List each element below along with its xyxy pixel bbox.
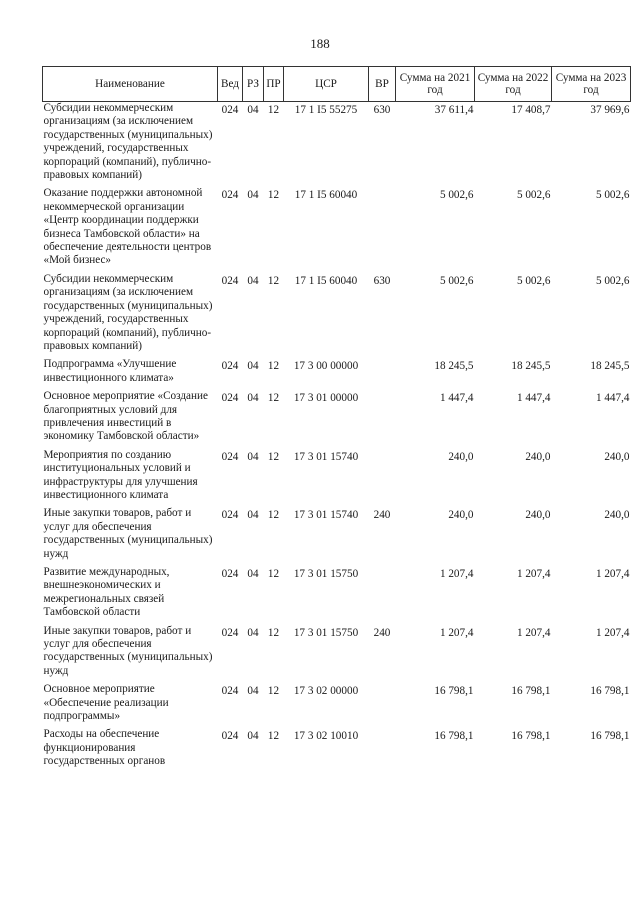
vr-cell: 630 <box>373 274 391 287</box>
pr-cell: 12 <box>267 450 280 463</box>
vr-cell <box>369 683 396 728</box>
header-sum-2023: Сумма на 2023 год <box>552 67 631 102</box>
rz-cell: 04 <box>247 274 259 287</box>
pr-cell: 12 <box>267 189 280 202</box>
sum-2023-cell: 5 002,6 <box>595 189 630 202</box>
sum-2022-cell: 17 408,7 <box>511 104 551 116</box>
ved-cell: 024 <box>221 509 239 522</box>
sum-2023-cell: 1 447,4 <box>595 392 630 405</box>
name-cell: Основное мероприятие «Создание благоприятных условий для привлечения инвестиций в экономику Тамбовской области» <box>43 390 208 443</box>
csr-cell: 17 1 I5 55275 <box>294 104 358 116</box>
csr-cell: 17 3 01 15750 <box>293 568 359 580</box>
csr-cell: 17 3 02 00000 <box>293 685 359 698</box>
rz-cell: 04 <box>247 509 259 522</box>
header-vr: ВР <box>369 67 396 102</box>
sum-2023-cell: 16 798,1 <box>590 730 630 743</box>
name-cell: Субсидии некоммерческим организациям (за исключением государственных (муниципальных) учреждений, государственных корпораций (компаний), публично-правовых компаний) <box>43 272 213 352</box>
sum-2023-cell: 240,0 <box>604 450 630 463</box>
pr-cell: 12 <box>267 626 280 639</box>
pr-cell: 12 <box>267 274 280 287</box>
budget-table <box>42 66 631 774</box>
vr-cell <box>369 187 396 272</box>
sum-2022-cell: 240,0 <box>525 509 551 522</box>
sum-2021-cell: 5 002,6 <box>439 189 474 202</box>
rz-cell: 04 <box>247 626 259 639</box>
pr-cell: 12 <box>267 568 280 580</box>
ved-cell: 024 <box>221 730 239 743</box>
pr-cell: 12 <box>267 392 280 405</box>
sum-2022-cell: 1 207,4 <box>516 626 551 639</box>
csr-cell: 17 3 01 15740 <box>293 450 359 463</box>
rz-cell: 04 <box>247 360 259 373</box>
name-cell: Подпрограмма «Улучшение инвестиционного климата» <box>43 358 177 384</box>
sum-2022-cell: 240,0 <box>525 450 551 463</box>
ved-cell: 024 <box>221 360 239 373</box>
name-cell: Иные закупки товаров, работ и услуг для обеспечения государственных (муниципальных) нужд <box>43 624 213 677</box>
ved-cell: 024 <box>221 189 239 202</box>
sum-2021-cell: 1 207,4 <box>439 568 474 580</box>
pr-cell: 12 <box>267 104 280 116</box>
header-rz: РЗ <box>243 67 264 102</box>
sum-2021-cell: 16 798,1 <box>434 730 474 743</box>
sum-2023-cell: 37 969,6 <box>590 104 630 116</box>
header-sum-2021: Сумма на 2021 год <box>396 67 475 102</box>
ved-cell: 024 <box>221 450 239 463</box>
table-row <box>43 449 631 508</box>
sum-2023-cell: 18 245,5 <box>590 360 630 373</box>
table-header <box>43 67 631 102</box>
pr-cell: 12 <box>267 685 280 698</box>
rz-cell: 04 <box>247 730 259 743</box>
sum-2021-cell: 1 447,4 <box>439 392 474 405</box>
name-cell: Основное мероприятие «Обеспечение реализации подпрограммы» <box>43 683 169 723</box>
sum-2022-cell: 16 798,1 <box>511 730 551 743</box>
ved-cell: 024 <box>221 685 239 698</box>
sum-2023-cell: 16 798,1 <box>590 685 630 698</box>
rz-cell: 04 <box>247 189 259 202</box>
table-row <box>43 102 631 188</box>
rz-cell: 04 <box>247 450 259 463</box>
table-row <box>43 358 631 390</box>
table-row <box>43 683 631 728</box>
pr-cell: 12 <box>267 360 280 373</box>
ved-cell: 024 <box>221 568 239 580</box>
page-number: 188 <box>310 36 330 51</box>
sum-2023-cell: 240,0 <box>604 509 630 522</box>
table-row <box>43 273 631 358</box>
sum-2022-cell: 5 002,6 <box>516 274 551 287</box>
csr-cell: 17 3 01 00000 <box>293 392 359 405</box>
vr-cell <box>369 358 396 390</box>
sum-2021-cell: 16 798,1 <box>434 685 474 698</box>
csr-cell: 17 3 02 10010 <box>293 730 359 743</box>
sum-2021-cell: 37 611,4 <box>434 104 474 116</box>
sum-2023-cell: 5 002,6 <box>595 274 630 287</box>
vr-cell <box>369 728 396 773</box>
ved-cell: 024 <box>221 392 239 405</box>
ved-cell: 024 <box>221 104 239 116</box>
sum-2021-cell: 5 002,6 <box>439 274 474 287</box>
name-cell: Оказание поддержки автономной некоммерческой организации «Центр координации поддержки бизнеса Тамбовской области» на обеспечение деятельности центров «Мой бизнес» <box>43 187 212 267</box>
csr-cell: 17 3 00 00000 <box>293 360 359 373</box>
sum-2023-cell: 1 207,4 <box>595 626 630 639</box>
name-cell: Расходы на обеспечение функционирования государственных органов <box>43 728 166 768</box>
vr-cell <box>369 449 396 508</box>
rz-cell: 04 <box>247 685 259 698</box>
name-cell: Развитие международных, внешнеэкономических и межрегиональных связей Тамбовской области <box>43 566 170 619</box>
sum-2022-cell: 18 245,5 <box>511 360 551 373</box>
name-cell: Мероприятия по созданию институциональных условий и инфраструктуры для улучшения инвестиционного климата <box>43 448 198 501</box>
sum-2022-cell: 16 798,1 <box>511 685 551 698</box>
table-row <box>43 390 631 449</box>
pr-cell: 12 <box>267 509 280 522</box>
sum-2022-cell: 1 447,4 <box>516 392 551 405</box>
vr-cell: 240 <box>373 626 391 639</box>
header-pr: ПР <box>264 67 284 102</box>
table-row <box>43 507 631 566</box>
rz-cell: 04 <box>247 104 259 116</box>
sum-2021-cell: 240,0 <box>448 450 474 463</box>
sum-2021-cell: 1 207,4 <box>439 626 474 639</box>
header-csr: ЦСР <box>284 67 369 102</box>
ved-cell: 024 <box>221 626 239 639</box>
csr-cell: 17 3 01 15750 <box>293 626 359 639</box>
table-row <box>43 187 631 272</box>
vr-cell <box>369 390 396 449</box>
sum-2022-cell: 5 002,6 <box>516 189 551 202</box>
ved-cell: 024 <box>221 274 239 287</box>
table-body <box>43 102 631 774</box>
sum-2022-cell: 1 207,4 <box>516 568 551 580</box>
vr-cell: 240 <box>373 509 391 522</box>
name-cell: Иные закупки товаров, работ и услуг для обеспечения государственных (муниципальных) нужд <box>43 507 213 560</box>
vr-cell <box>369 566 396 625</box>
table-row <box>43 566 631 625</box>
table-row <box>43 728 631 773</box>
pr-cell: 12 <box>267 730 280 743</box>
sum-2023-cell: 1 207,4 <box>595 568 630 580</box>
rz-cell: 04 <box>247 392 259 405</box>
name-cell: Субсидии некоммерческим организациям (за исключением государственных (муниципальных) учреждений, государственных корпораций (компаний), публично-правовых компаний) <box>43 102 213 182</box>
table-row <box>43 625 631 684</box>
csr-cell: 17 1 I5 60040 <box>294 189 358 202</box>
rz-cell: 04 <box>247 568 259 580</box>
csr-cell: 17 3 01 15740 <box>293 509 359 522</box>
header-sum-2022: Сумма на 2022 год <box>475 67 552 102</box>
sum-2021-cell: 240,0 <box>448 509 474 522</box>
vr-cell: 630 <box>373 104 391 116</box>
header-name: Наименование <box>43 67 218 102</box>
csr-cell: 17 1 I5 60040 <box>294 274 358 287</box>
sum-2021-cell: 18 245,5 <box>434 360 474 373</box>
header-ved: Вед <box>218 67 243 102</box>
